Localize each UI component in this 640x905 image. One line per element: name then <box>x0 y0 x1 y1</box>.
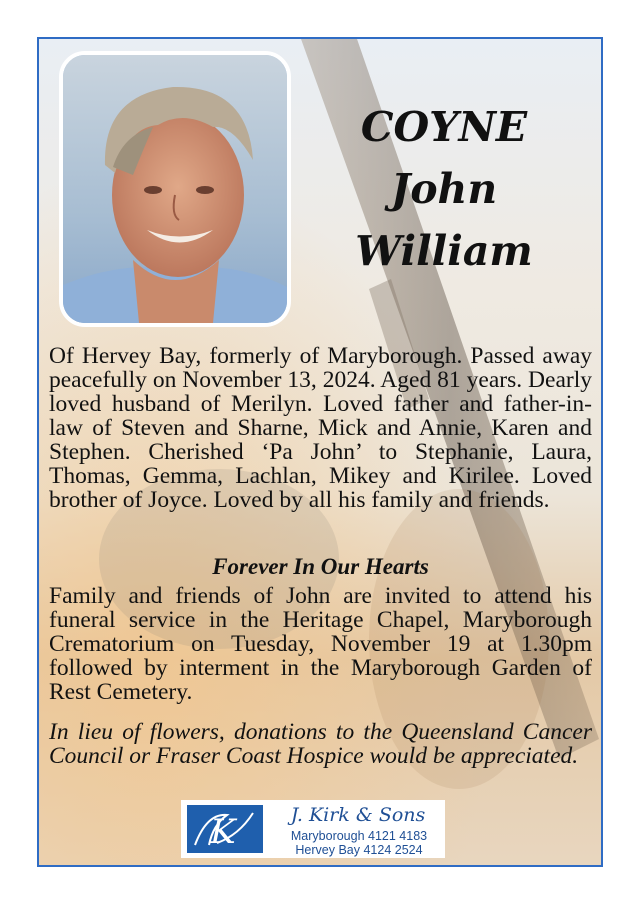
donations-paragraph: In lieu of flowers, donations to the Queensland Cancer Council or Fraser Coast Hospice would be appreciated. <box>49 719 592 769</box>
phone-maryborough: Maryborough 4121 4183 <box>290 829 428 843</box>
first-name: John <box>390 165 498 213</box>
section-heading: Forever In Our Hearts <box>212 554 429 579</box>
surname: COYNE <box>360 103 528 151</box>
middle-name: William <box>355 227 533 275</box>
intro-paragraph: Of Hervey Bay, formerly of Maryborough. Passed away peacefully on November 13, 2024. Aged 81 years. Dearly loved husband of Merilyn. Loved father and father-in-law of Steven and Sharne, Mick and Annie, Karen and Stephen. Cherished ‘Pa John’ to Stephanie, Laura, Thomas, Gemma, Lachlan, Mikey and Kirilee. Loved brother of Joyce. Loved by all his family and friends. <box>49 343 592 513</box>
phone-hervey-bay: Hervey Bay 4124 2524 <box>295 843 423 857</box>
logo-monogram-letter: K <box>210 812 236 852</box>
funeral-paragraph: Family and friends of John are invited to attend his funeral service in the Heritage Chapel, Maryborough Crematorium on Tuesday, November 19 at 1.30pm followed by interment in the Maryborough Garden of Rest Cemetery. <box>49 583 592 705</box>
notice-frame <box>37 37 603 867</box>
company-name: J. Kirk & Sons <box>290 804 426 826</box>
portrait-photo <box>59 51 291 327</box>
funeral-director-logo <box>181 800 445 858</box>
kirk-monogram-icon <box>187 805 263 853</box>
deceased-name <box>319 96 569 282</box>
